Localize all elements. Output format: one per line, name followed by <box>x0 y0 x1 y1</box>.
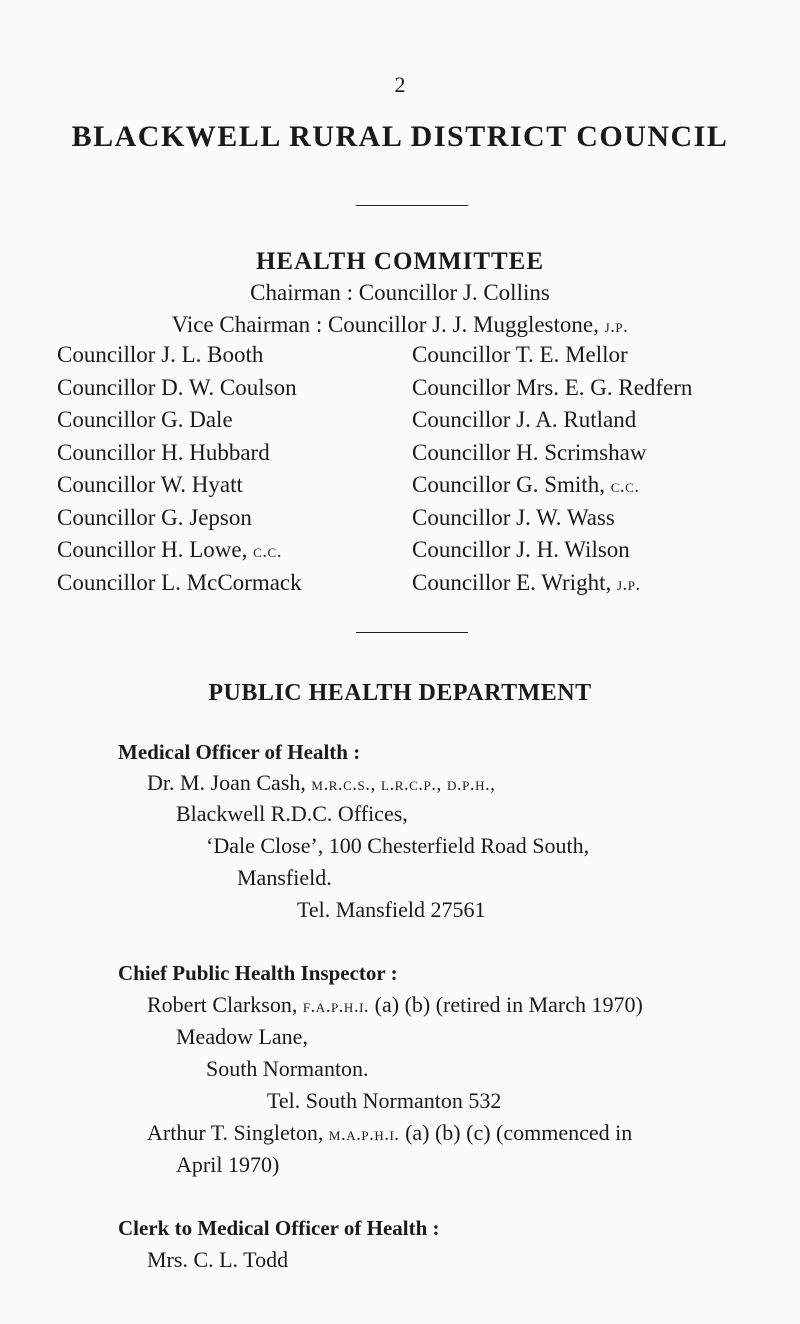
vice-chairman-name: Councillor J. J. Mugglestone, <box>327 312 599 337</box>
member: Councillor G. Smith, c.c. <box>412 472 640 497</box>
cphi1-note: (a) (b) (retired in March 1970) <box>374 992 643 1017</box>
cphi2-line <box>147 1120 632 1146</box>
members-right-column <box>412 340 692 600</box>
member: Councillor H. Hubbard <box>57 439 270 465</box>
chairman-line <box>0 280 800 306</box>
member: Councillor W. Hyatt <box>57 472 243 497</box>
vice-chairman-line <box>0 312 800 338</box>
cphi2-note-continued: April 1970) <box>176 1152 280 1177</box>
cphi2-note: (a) (b) (c) (commenced in <box>405 1120 633 1145</box>
member: Councillor H. Scrimshaw <box>412 439 647 465</box>
moh-name: Dr. M. Joan Cash, <box>147 770 306 795</box>
member: Councillor Mrs. E. G. Redfern <box>412 374 693 400</box>
member: Councillor D. W. Coulson <box>57 374 297 400</box>
member: Councillor E. Wright, j.p. <box>412 569 641 595</box>
cphi2-name: Arthur T. Singleton, <box>147 1120 324 1145</box>
vice-chairman-suffix: j.p. <box>604 316 629 337</box>
moh-telephone: Tel. Mansfield 27561 <box>297 897 486 922</box>
member: Councillor L. McCormack <box>57 569 302 595</box>
cphi1-line <box>147 992 643 1018</box>
member: Councillor T. E. Mellor <box>412 342 628 367</box>
moh-address-2: ‘Dale Close’, 100 Chesterfield Road South, <box>206 833 590 858</box>
member: Councillor J. H. Wilson <box>412 537 630 562</box>
cphi1-address-2: South Normanton. <box>206 1056 369 1081</box>
divider <box>356 205 468 206</box>
members-left-column <box>57 340 302 600</box>
clerk-name: Mrs. C. L. Todd <box>147 1247 289 1272</box>
cphi2-qualifications: m.a.p.h.i. <box>328 1124 400 1145</box>
chairman-label: Chairman : <box>250 280 354 305</box>
member: Councillor J. A. Rutland <box>412 407 637 432</box>
public-health-heading: PUBLIC HEALTH DEPARTMENT <box>208 680 592 706</box>
vice-chairman-label: Vice Chairman : <box>171 312 323 337</box>
moh-address-3: Mansfield. <box>237 865 332 890</box>
clerk-heading: Clerk to Medical Officer of Health : <box>118 1216 440 1240</box>
divider <box>356 632 468 633</box>
member: Councillor J. W. Wass <box>412 504 615 530</box>
page-number: 2 <box>394 72 406 97</box>
cphi1-qualifications: f.a.p.h.i. <box>302 996 370 1017</box>
moh-name-line <box>147 770 496 796</box>
member: Councillor G. Dale <box>57 407 233 432</box>
member: Councillor H. Lowe, c.c. <box>57 537 282 562</box>
cphi1-name: Robert Clarkson, <box>147 992 298 1017</box>
cphi-heading: Chief Public Health Inspector : <box>118 961 398 985</box>
chairman-name: Councillor J. Collins <box>358 280 550 305</box>
moh-address-1: Blackwell R.D.C. Offices, <box>176 801 408 826</box>
document-title: BLACKWELL RURAL DISTRICT COUNCIL <box>71 120 729 153</box>
member: Councillor J. L. Booth <box>57 342 264 367</box>
moh-qualifications: m.r.c.s., l.r.c.p., d.p.h., <box>311 774 496 795</box>
cphi1-address-1: Meadow Lane, <box>176 1024 308 1049</box>
moh-heading: Medical Officer of Health : <box>118 740 361 764</box>
health-committee-heading: HEALTH COMMITTEE <box>255 248 545 275</box>
member: Councillor G. Jepson <box>57 504 252 530</box>
cphi1-telephone: Tel. South Normanton 532 <box>267 1088 502 1113</box>
